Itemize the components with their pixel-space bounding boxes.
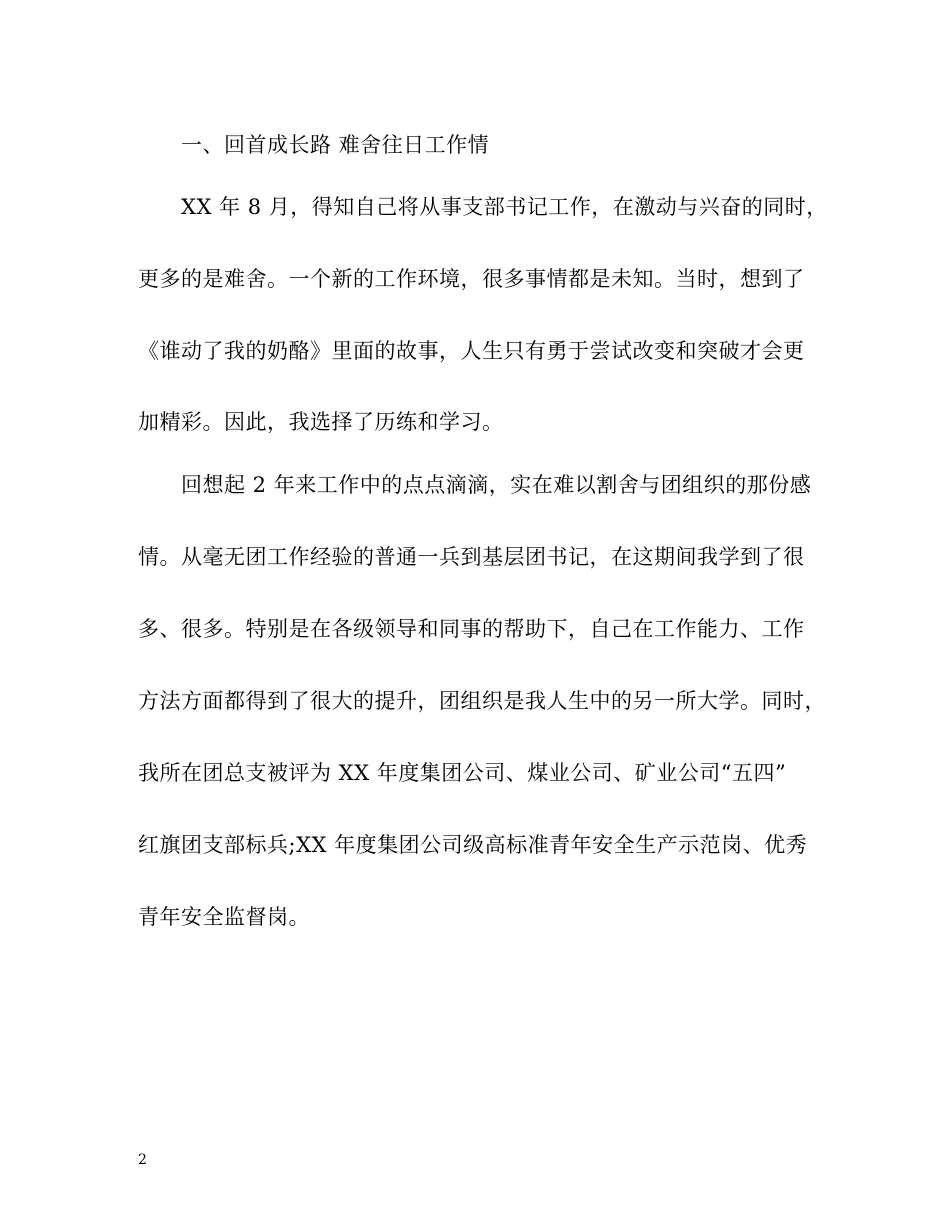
paragraph2-line4: 方法方面都得到了很大的提升，团组织是我人生中的另一所大学。同时， <box>138 689 826 713</box>
paragraph2-line5: 我所在团总支被评为 XX 年度集团公司、煤业公司、矿业公司“五四” <box>138 761 787 785</box>
paragraph2-line3: 多、很多。特别是在各级领导和同事的帮助下，自己在工作能力、工作 <box>138 617 805 641</box>
paragraph2-line6: 红旗团支部标兵;XX 年度集团公司级高标准青年安全生产示范岗、优秀 <box>138 833 808 857</box>
paragraph1-line4: 加精彩。因此，我选择了历练和学习。 <box>138 410 504 434</box>
paragraph1-line1: XX 年 8 月，得知自己将从事支部书记工作，在激动与兴奋的同时， <box>181 195 828 219</box>
page-number: 2 <box>138 1152 147 1168</box>
paragraph1-line2: 更多的是难舍。一个新的工作环境，很多事情都是未知。当时，想到了 <box>138 267 805 291</box>
paragraph2-line7: 青年安全监督岗。 <box>138 905 310 929</box>
paragraph2-line1: 回想起 2 年来工作中的点点滴滴，实在难以割舍与团组织的那份感 <box>181 473 812 497</box>
section-heading: 一、回首成长路 难舍往日工作情 <box>181 133 490 157</box>
paragraph1-line3: 《谁动了我的奶酪》里面的故事，人生只有勇于尝试改变和突破才会更 <box>138 339 805 363</box>
paragraph2-line2: 情。从毫无团工作经验的普通一兵到基层团书记，在这期间我学到了很 <box>138 545 805 569</box>
